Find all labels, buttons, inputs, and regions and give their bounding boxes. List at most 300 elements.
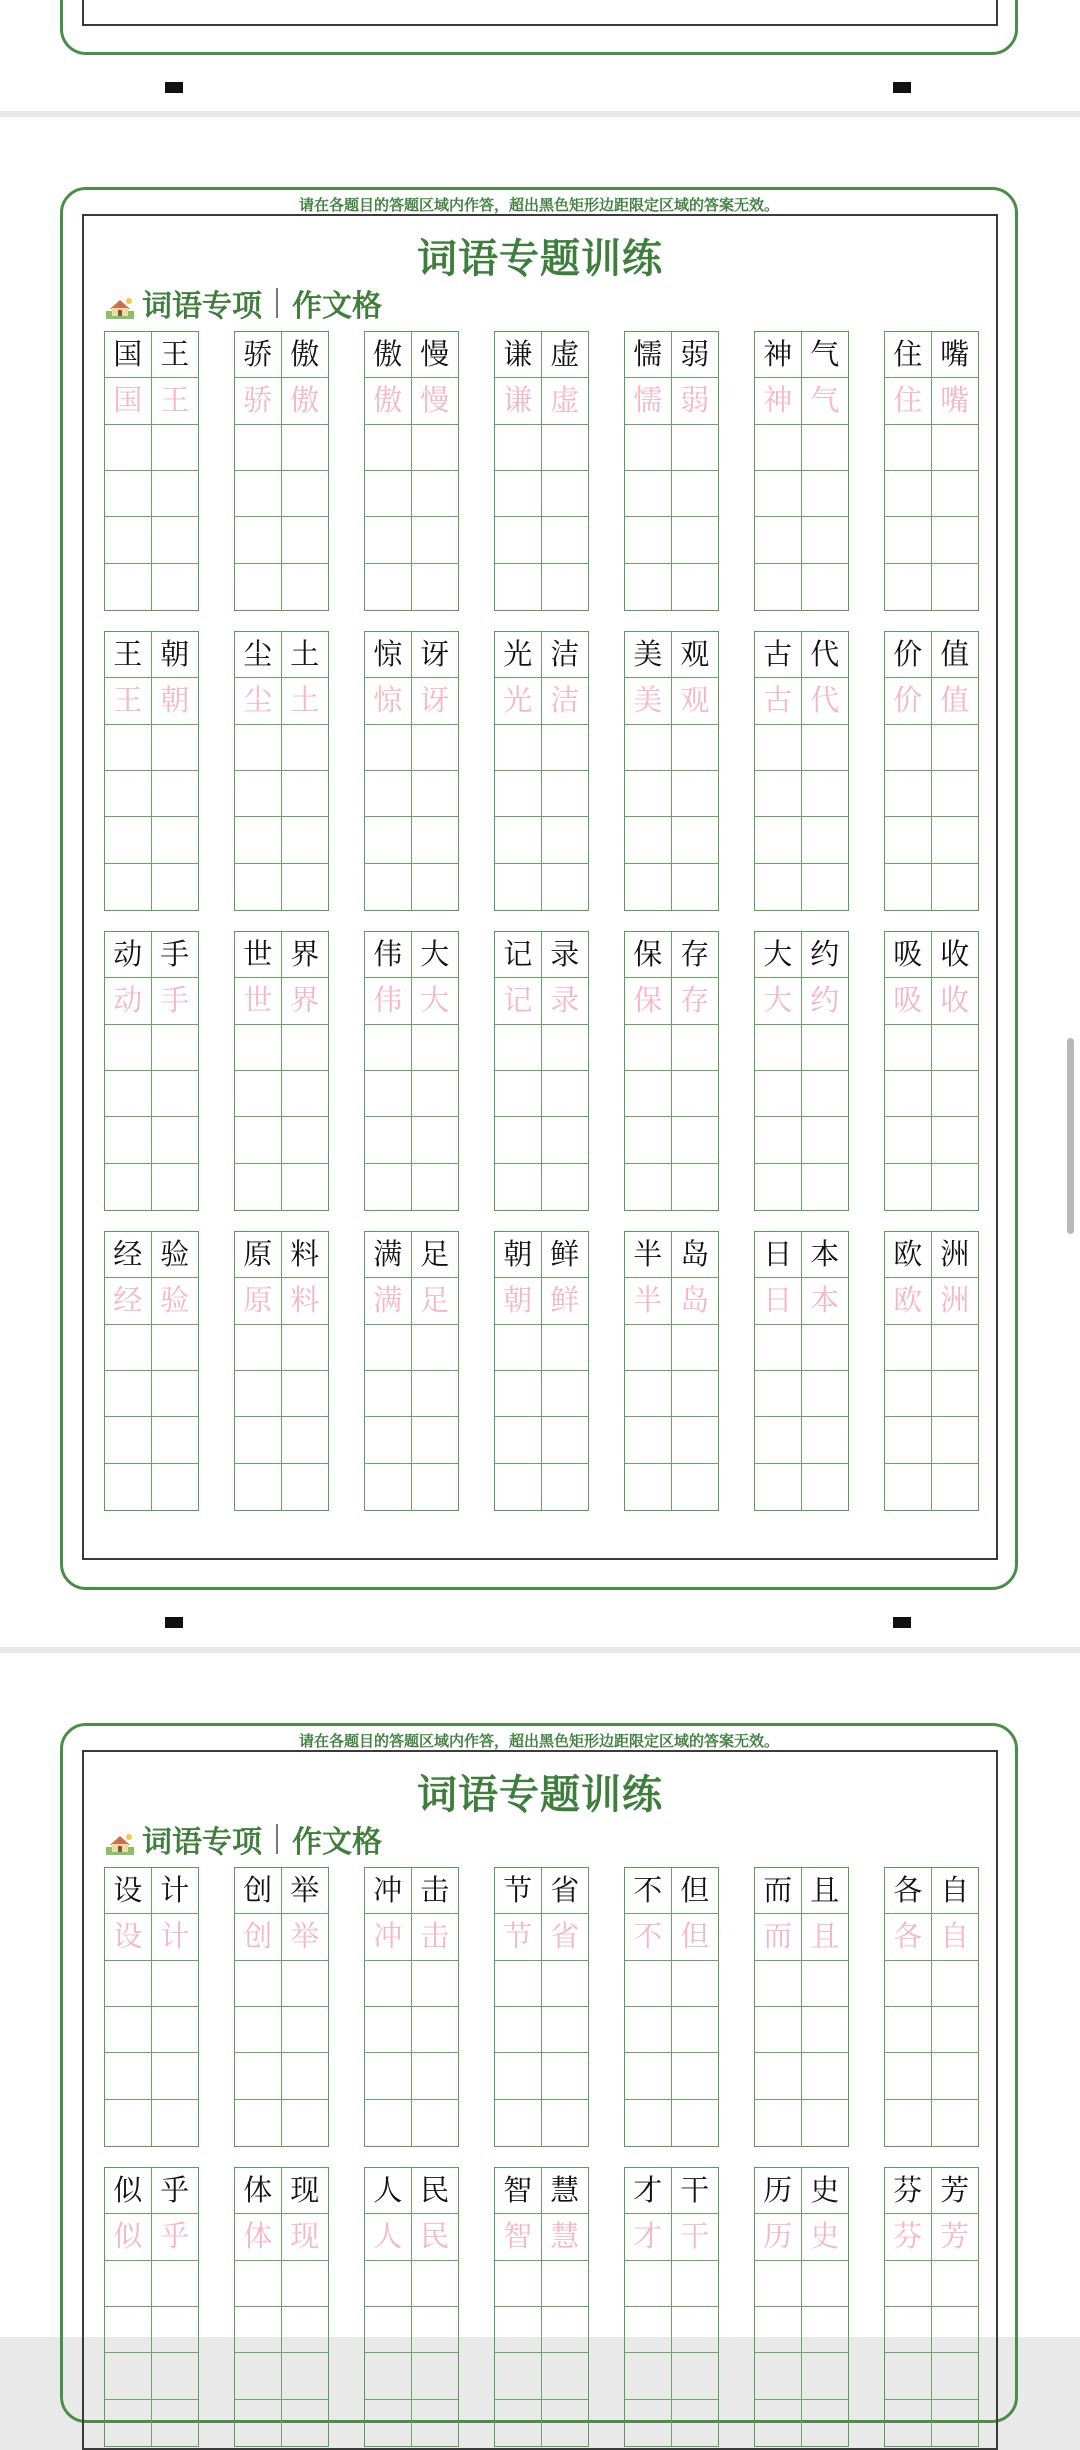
writing-cell <box>542 864 589 910</box>
writing-cell <box>625 2100 672 2146</box>
writing-cell <box>412 1025 459 1071</box>
model-character: 鲜 <box>542 1232 589 1278</box>
writing-cell <box>495 2007 542 2053</box>
model-character: 记 <box>495 932 542 978</box>
writing-cell <box>932 771 979 817</box>
writing-cell <box>235 2261 282 2307</box>
writing-cell <box>152 2053 199 2099</box>
subheading-right: 作文格 <box>292 1825 382 1860</box>
writing-cell <box>235 471 282 517</box>
model-character: 现 <box>282 2168 329 2214</box>
writing-cell <box>755 1371 802 1417</box>
writing-cell <box>105 2307 152 2353</box>
subheading-divider <box>276 288 278 318</box>
subheading <box>106 285 382 324</box>
writing-cell <box>365 817 412 863</box>
trace-character: 王 <box>152 378 199 424</box>
writing-cell <box>282 2307 329 2353</box>
model-character: 史 <box>802 2168 849 2214</box>
writing-cell <box>152 2307 199 2353</box>
writing-cell <box>105 817 152 863</box>
model-character: 举 <box>282 1868 329 1914</box>
writing-cell <box>755 771 802 817</box>
writing-cell <box>802 517 849 563</box>
writing-cell <box>235 425 282 471</box>
writing-cell <box>105 2353 152 2399</box>
writing-cell <box>542 1164 589 1210</box>
writing-cell <box>625 2307 672 2353</box>
writing-cell <box>105 1464 152 1510</box>
trace-character: 足 <box>412 1278 459 1324</box>
writing-cell <box>282 517 329 563</box>
trace-character: 吸 <box>885 978 932 1024</box>
writing-cell <box>885 2353 932 2399</box>
writing-cell <box>282 1071 329 1117</box>
writing-cell <box>365 2007 412 2053</box>
writing-cell <box>105 1961 152 2007</box>
writing-cell <box>625 517 672 563</box>
writing-cell <box>152 2100 199 2146</box>
writing-cell <box>802 817 849 863</box>
word-box <box>754 631 849 911</box>
writing-cell <box>105 864 152 910</box>
trace-character: 验 <box>152 1278 199 1324</box>
writing-cell <box>932 1464 979 1510</box>
trace-character: 历 <box>755 2214 802 2260</box>
writing-cell <box>672 471 719 517</box>
model-character: 傲 <box>282 332 329 378</box>
writing-cell <box>802 864 849 910</box>
writing-cell <box>235 1417 282 1463</box>
trace-character: 民 <box>412 2214 459 2260</box>
model-character: 足 <box>412 1232 459 1278</box>
writing-cell <box>885 725 932 771</box>
writing-cell <box>412 425 459 471</box>
writing-cell <box>105 1325 152 1371</box>
model-character: 日 <box>755 1232 802 1278</box>
writing-cell <box>495 1464 542 1510</box>
writing-cell <box>672 564 719 610</box>
model-character: 创 <box>235 1868 282 1914</box>
writing-cell <box>412 771 459 817</box>
writing-cell <box>365 1961 412 2007</box>
trace-character: 而 <box>755 1914 802 1960</box>
word-box <box>104 2167 199 2447</box>
writing-cell <box>495 2053 542 2099</box>
word-box <box>234 931 329 1211</box>
writing-cell <box>495 517 542 563</box>
writing-cell <box>365 1325 412 1371</box>
writing-cell <box>495 564 542 610</box>
writing-cell <box>672 425 719 471</box>
writing-cell <box>365 2400 412 2446</box>
alignment-mark-right <box>893 82 911 93</box>
trace-character: 欧 <box>885 1278 932 1324</box>
writing-cell <box>672 817 719 863</box>
model-character: 国 <box>105 332 152 378</box>
writing-cell <box>152 517 199 563</box>
writing-cell <box>365 864 412 910</box>
trace-character: 国 <box>105 378 152 424</box>
writing-cell <box>235 817 282 863</box>
writing-cell <box>282 425 329 471</box>
writing-cell <box>802 1325 849 1371</box>
word-box <box>364 1231 459 1511</box>
writing-cell <box>282 1371 329 1417</box>
trace-character: 朝 <box>152 678 199 724</box>
writing-cell <box>672 1117 719 1163</box>
writing-cell <box>105 1025 152 1071</box>
writing-cell <box>105 725 152 771</box>
page-title: 词语专题训练 <box>417 1771 663 1818</box>
model-character: 节 <box>495 1868 542 1914</box>
trace-character: 动 <box>105 978 152 1024</box>
word-box <box>494 631 589 911</box>
trace-character: 但 <box>672 1914 719 1960</box>
trace-character: 傲 <box>365 378 412 424</box>
writing-cell <box>672 2100 719 2146</box>
word-box <box>104 331 199 611</box>
writing-cell <box>235 2307 282 2353</box>
model-character: 骄 <box>235 332 282 378</box>
writing-cell <box>755 1071 802 1117</box>
writing-cell <box>885 564 932 610</box>
writing-cell <box>932 2353 979 2399</box>
subheading-left: 词语专项 <box>142 289 262 324</box>
word-box <box>364 1867 459 2147</box>
writing-cell <box>282 471 329 517</box>
writing-cell <box>885 1961 932 2007</box>
writing-cell <box>412 517 459 563</box>
model-character: 王 <box>152 332 199 378</box>
model-character: 虚 <box>542 332 589 378</box>
model-character: 价 <box>885 632 932 678</box>
writing-cell <box>235 1464 282 1510</box>
trace-character: 半 <box>625 1278 672 1324</box>
writing-cell <box>235 2353 282 2399</box>
writing-cell <box>495 1164 542 1210</box>
page-sheet-top <box>0 0 1080 111</box>
word-box <box>364 931 459 1211</box>
writing-cell <box>412 1464 459 1510</box>
word-box <box>884 1867 979 2147</box>
model-character: 收 <box>932 932 979 978</box>
writing-cell <box>412 2261 459 2307</box>
trace-character: 慢 <box>412 378 459 424</box>
word-box <box>494 331 589 611</box>
model-character: 芳 <box>932 2168 979 2214</box>
trace-character: 记 <box>495 978 542 1024</box>
writing-cell <box>932 864 979 910</box>
model-character: 界 <box>282 932 329 978</box>
word-box <box>494 931 589 1211</box>
trace-character: 存 <box>672 978 719 1024</box>
scrollbar-thumb[interactable] <box>1067 1038 1074 1234</box>
model-character: 美 <box>625 632 672 678</box>
writing-cell <box>932 1961 979 2007</box>
writing-cell <box>885 864 932 910</box>
model-character: 设 <box>105 1868 152 1914</box>
trace-character: 光 <box>495 678 542 724</box>
model-character: 光 <box>495 632 542 678</box>
writing-cell <box>235 564 282 610</box>
trace-character: 大 <box>755 978 802 1024</box>
word-box <box>104 1867 199 2147</box>
writing-cell <box>932 1071 979 1117</box>
writing-cell <box>282 817 329 863</box>
writing-cell <box>932 1025 979 1071</box>
model-character: 懦 <box>625 332 672 378</box>
writing-cell <box>885 1371 932 1417</box>
writing-cell <box>802 2307 849 2353</box>
word-box <box>754 331 849 611</box>
writing-cell <box>755 1117 802 1163</box>
trace-character: 满 <box>365 1278 412 1324</box>
writing-cell <box>885 1464 932 1510</box>
writing-cell <box>885 2307 932 2353</box>
writing-cell <box>495 2307 542 2353</box>
writing-cell <box>412 2053 459 2099</box>
page-title: 词语专题训练 <box>417 235 663 282</box>
writing-cell <box>412 725 459 771</box>
writing-cell <box>755 817 802 863</box>
writing-cell <box>625 864 672 910</box>
writing-cell <box>152 1071 199 1117</box>
writing-cell <box>672 1025 719 1071</box>
writing-cell <box>542 1071 589 1117</box>
writing-cell <box>885 1417 932 1463</box>
word-box <box>884 631 979 911</box>
trace-character: 朝 <box>495 1278 542 1324</box>
writing-cell <box>412 1371 459 1417</box>
word-practice-grid <box>104 331 979 1511</box>
writing-cell <box>755 2353 802 2399</box>
writing-cell <box>802 1117 849 1163</box>
writing-cell <box>152 1961 199 2007</box>
writing-cell <box>282 1464 329 1510</box>
trace-character: 洁 <box>542 678 589 724</box>
trace-character: 保 <box>625 978 672 1024</box>
writing-cell <box>932 2007 979 2053</box>
writing-cell <box>932 1371 979 1417</box>
writing-cell <box>755 1325 802 1371</box>
model-character: 气 <box>802 332 849 378</box>
subheading-divider <box>276 1824 278 1854</box>
word-box <box>104 1231 199 1511</box>
writing-cell <box>282 864 329 910</box>
trace-character: 经 <box>105 1278 152 1324</box>
trace-character: 美 <box>625 678 672 724</box>
trace-character: 节 <box>495 1914 542 1960</box>
writing-cell <box>105 517 152 563</box>
trace-character: 气 <box>802 378 849 424</box>
model-character: 本 <box>802 1232 849 1278</box>
writing-cell <box>885 1117 932 1163</box>
writing-cell <box>672 1164 719 1210</box>
trace-character: 智 <box>495 2214 542 2260</box>
page-sheet-2 <box>0 1653 1080 2337</box>
trace-character: 日 <box>755 1278 802 1324</box>
word-box <box>494 2167 589 2447</box>
writing-cell <box>365 564 412 610</box>
model-character: 历 <box>755 2168 802 2214</box>
writing-cell <box>542 2353 589 2399</box>
trace-character: 体 <box>235 2214 282 2260</box>
trace-character: 史 <box>802 2214 849 2260</box>
trace-character: 鲜 <box>542 1278 589 1324</box>
writing-cell <box>282 1025 329 1071</box>
writing-cell <box>282 2100 329 2146</box>
writing-cell <box>802 1464 849 1510</box>
trace-character: 收 <box>932 978 979 1024</box>
writing-cell <box>932 1325 979 1371</box>
model-character: 代 <box>802 632 849 678</box>
trace-character: 举 <box>282 1914 329 1960</box>
model-character: 击 <box>412 1868 459 1914</box>
writing-cell <box>412 1117 459 1163</box>
trace-character: 省 <box>542 1914 589 1960</box>
writing-cell <box>235 517 282 563</box>
writing-cell <box>802 2007 849 2053</box>
writing-cell <box>885 1325 932 1371</box>
word-box <box>884 331 979 611</box>
model-character: 存 <box>672 932 719 978</box>
trace-character: 自 <box>932 1914 979 1960</box>
writing-cell <box>542 1325 589 1371</box>
writing-cell <box>625 817 672 863</box>
writing-cell <box>235 2007 282 2053</box>
trace-character: 创 <box>235 1914 282 1960</box>
alignment-mark-left <box>165 1617 183 1628</box>
writing-cell <box>282 2400 329 2446</box>
writing-cell <box>412 1325 459 1371</box>
model-character: 经 <box>105 1232 152 1278</box>
trace-character: 不 <box>625 1914 672 1960</box>
word-box <box>234 2167 329 2447</box>
writing-cell <box>885 771 932 817</box>
writing-cell <box>672 1464 719 1510</box>
trace-character: 伟 <box>365 978 412 1024</box>
writing-cell <box>755 471 802 517</box>
writing-cell <box>412 2007 459 2053</box>
writing-cell <box>365 2100 412 2146</box>
model-character: 谦 <box>495 332 542 378</box>
writing-cell <box>802 2261 849 2307</box>
writing-cell <box>885 2261 932 2307</box>
model-character: 省 <box>542 1868 589 1914</box>
subheading-left: 词语专项 <box>142 1825 262 1860</box>
writing-cell <box>755 564 802 610</box>
writing-cell <box>885 2400 932 2446</box>
writing-cell <box>365 1417 412 1463</box>
model-character: 吸 <box>885 932 932 978</box>
answer-notice: 请在各题目的答题区域内作答，超出黑色矩形边距限定区域的答案无效。 <box>298 1732 779 1750</box>
trace-character: 讶 <box>412 678 459 724</box>
writing-cell <box>802 1025 849 1071</box>
writing-cell <box>755 1464 802 1510</box>
trace-character: 懦 <box>625 378 672 424</box>
writing-cell <box>495 1117 542 1163</box>
word-box <box>884 1231 979 1511</box>
writing-cell <box>755 1164 802 1210</box>
model-character: 慢 <box>412 332 459 378</box>
writing-cell <box>365 2353 412 2399</box>
writing-cell <box>105 1164 152 1210</box>
writing-cell <box>802 1071 849 1117</box>
house-illustration-icon <box>106 1828 134 1850</box>
writing-cell <box>282 1325 329 1371</box>
writing-cell <box>235 1025 282 1071</box>
writing-cell <box>755 2007 802 2053</box>
writing-cell <box>755 1025 802 1071</box>
writing-cell <box>152 1371 199 1417</box>
writing-cell <box>105 771 152 817</box>
writing-cell <box>672 2007 719 2053</box>
writing-cell <box>885 517 932 563</box>
writing-cell <box>365 2053 412 2099</box>
writing-cell <box>625 2053 672 2099</box>
writing-cell <box>235 1371 282 1417</box>
trace-character: 芬 <box>885 2214 932 2260</box>
trace-character: 住 <box>885 378 932 424</box>
model-character: 岛 <box>672 1232 719 1278</box>
writing-cell <box>412 471 459 517</box>
writing-cell <box>235 771 282 817</box>
writing-cell <box>932 1117 979 1163</box>
trace-character: 傲 <box>282 378 329 424</box>
writing-cell <box>625 2400 672 2446</box>
writing-cell <box>235 1164 282 1210</box>
trace-character: 人 <box>365 2214 412 2260</box>
writing-cell <box>542 1417 589 1463</box>
model-character: 王 <box>105 632 152 678</box>
writing-cell <box>495 2400 542 2446</box>
writing-cell <box>932 2100 979 2146</box>
trace-character: 各 <box>885 1914 932 1960</box>
model-character: 保 <box>625 932 672 978</box>
trace-character: 值 <box>932 678 979 724</box>
writing-cell <box>365 1164 412 1210</box>
writing-cell <box>105 2100 152 2146</box>
writing-cell <box>932 2053 979 2099</box>
writing-cell <box>412 2100 459 2146</box>
model-character: 干 <box>672 2168 719 2214</box>
model-character: 讶 <box>412 632 459 678</box>
writing-cell <box>885 2007 932 2053</box>
writing-cell <box>152 1464 199 1510</box>
writing-cell <box>802 771 849 817</box>
writing-cell <box>152 725 199 771</box>
word-box <box>624 2167 719 2447</box>
writing-cell <box>235 1071 282 1117</box>
writing-cell <box>672 2353 719 2399</box>
trace-character: 似 <box>105 2214 152 2260</box>
writing-cell <box>625 1961 672 2007</box>
writing-cell <box>932 1417 979 1463</box>
trace-character: 干 <box>672 2214 719 2260</box>
writing-cell <box>495 1071 542 1117</box>
writing-cell <box>495 425 542 471</box>
trace-character: 慧 <box>542 2214 589 2260</box>
writing-cell <box>802 1371 849 1417</box>
page-frame <box>60 0 1018 55</box>
writing-cell <box>152 564 199 610</box>
trace-character: 代 <box>802 678 849 724</box>
writing-cell <box>412 864 459 910</box>
model-character: 而 <box>755 1868 802 1914</box>
writing-cell <box>495 2261 542 2307</box>
model-character: 古 <box>755 632 802 678</box>
